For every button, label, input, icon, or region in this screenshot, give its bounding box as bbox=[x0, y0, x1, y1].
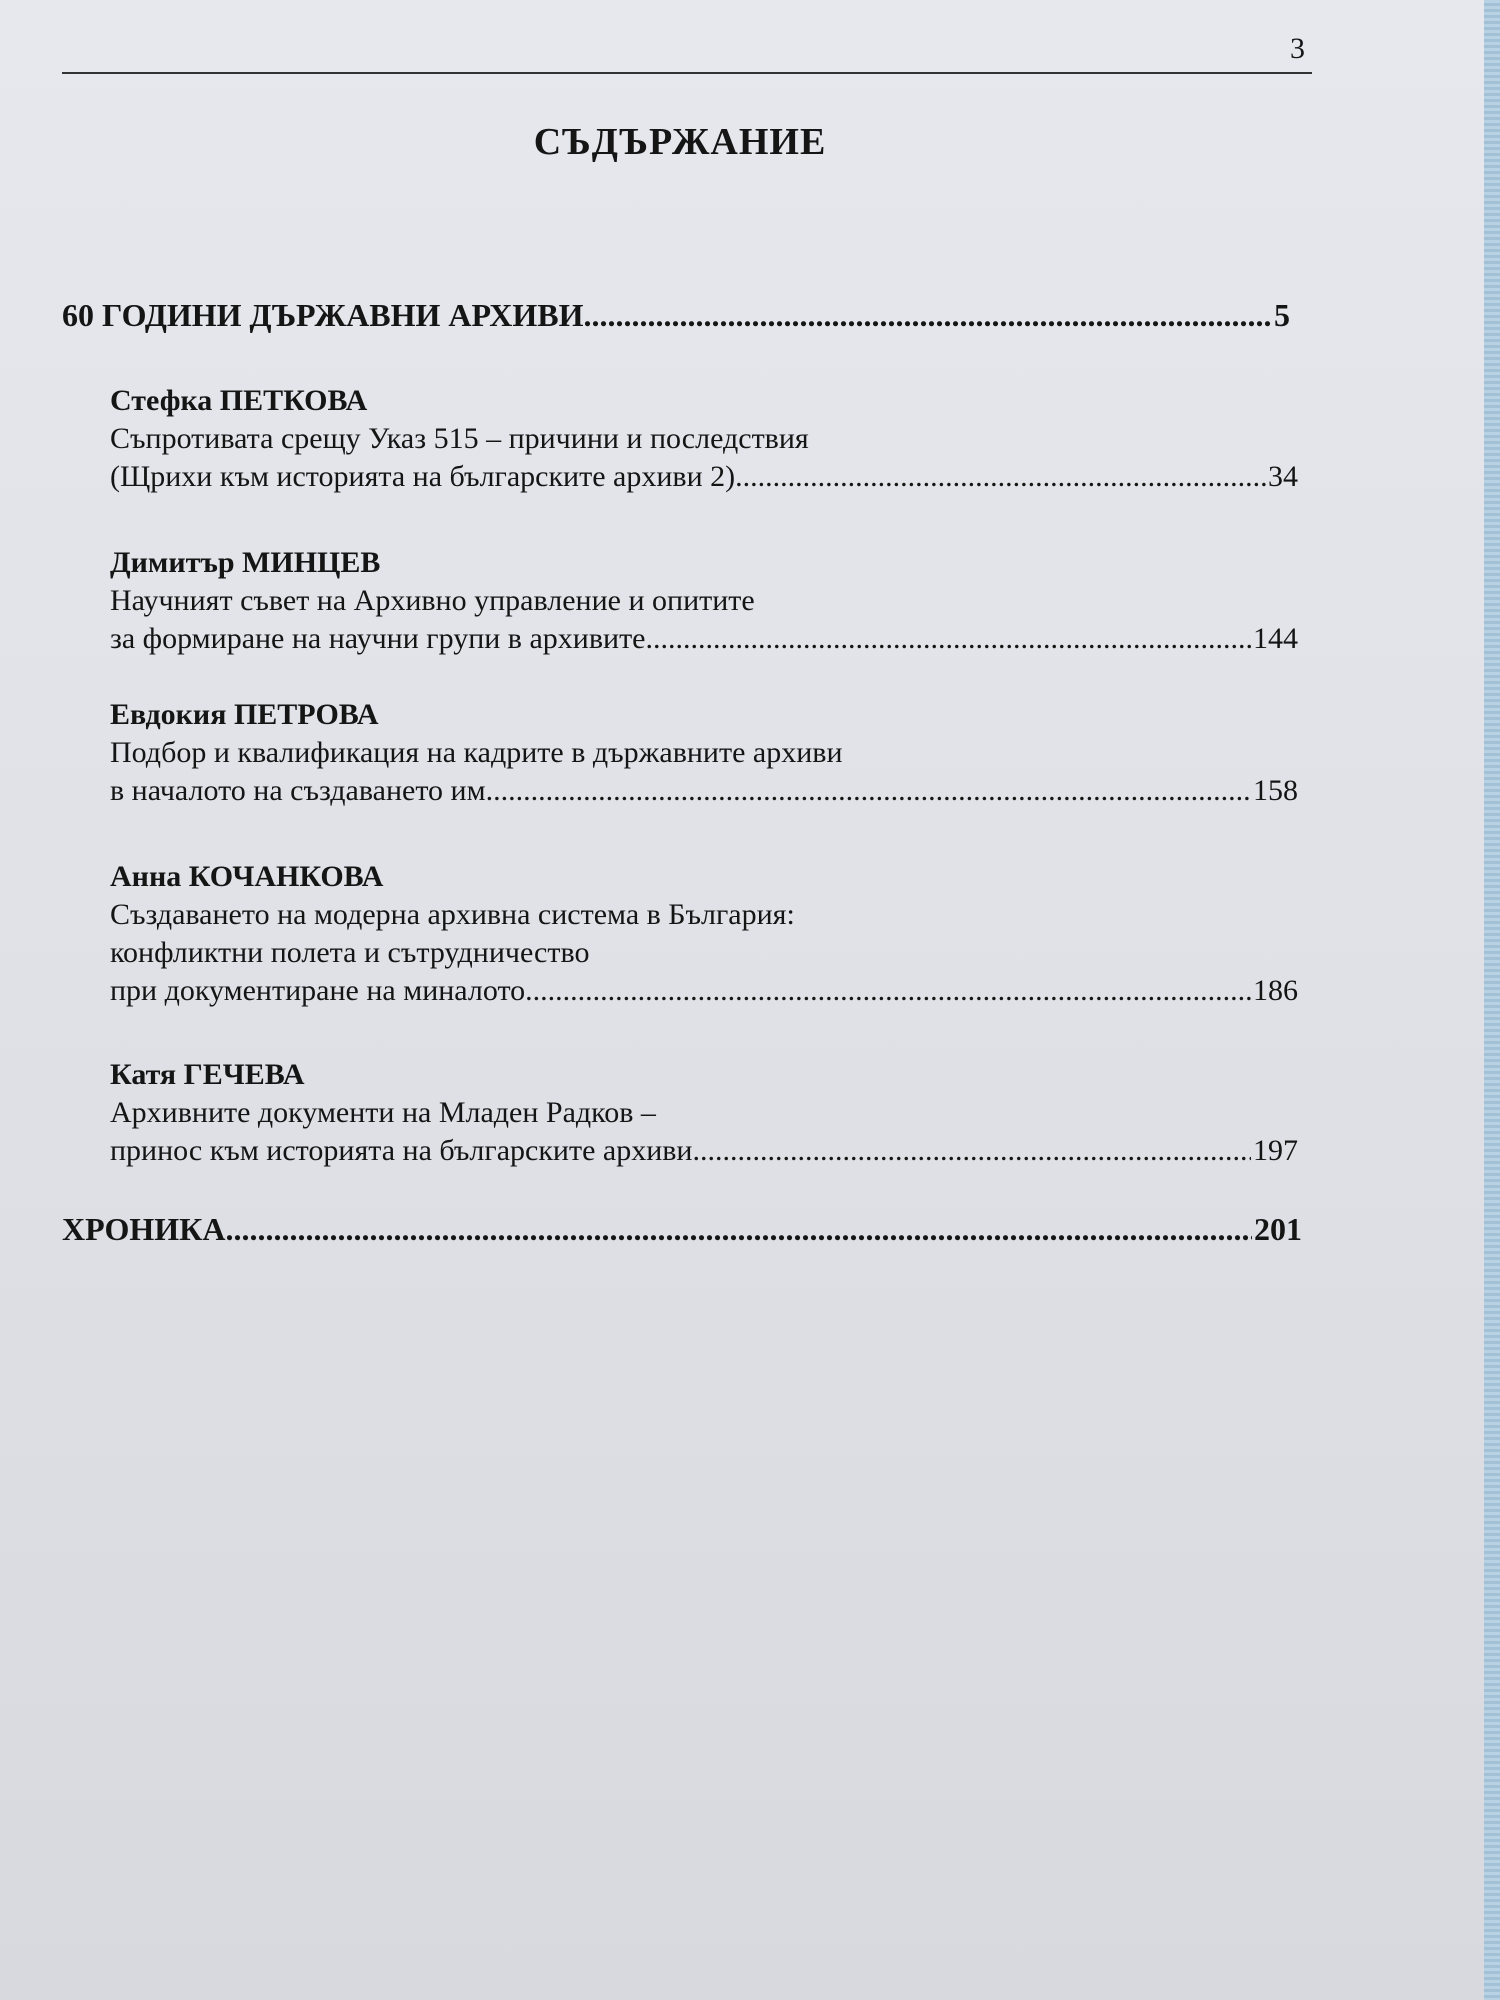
toc-entry bbox=[110, 696, 1298, 810]
entry-author: Димитър МИНЦЕВ bbox=[110, 546, 381, 579]
section-title: 60 ГОДИНИ ДЪРЖАВНИ АРХИВИ bbox=[62, 297, 584, 333]
dot-leader bbox=[225, 1210, 1252, 1248]
dot-leader bbox=[692, 1132, 1251, 1170]
section-page: 201 bbox=[1254, 1211, 1302, 1247]
entry-title-line: Архивните документи на Младен Радков – bbox=[110, 1096, 656, 1129]
toc-entry bbox=[110, 858, 1298, 1010]
page-number: 3 bbox=[1290, 32, 1305, 65]
toc-entry bbox=[110, 382, 1298, 496]
entry-title-last-line: принос към историята на българските архиви bbox=[110, 1134, 693, 1167]
header-rule bbox=[62, 72, 1312, 74]
entry-title-line: Създаването на модерна архивна система в България: bbox=[110, 898, 795, 931]
entry-page: 197 bbox=[1253, 1134, 1298, 1167]
dot-leader bbox=[584, 296, 1272, 334]
entry-title-line: Подбор и квалификация на кадрите в държавните архиви bbox=[110, 736, 843, 769]
entry-title-line: Научният съвет на Архивно управление и опитите bbox=[110, 584, 755, 617]
toc-entry bbox=[110, 544, 1298, 658]
section-title: ХРОНИКА bbox=[62, 1211, 226, 1247]
page-edge bbox=[1484, 0, 1500, 2000]
dot-leader bbox=[486, 772, 1251, 810]
entry-author: Катя ГЕЧЕВА bbox=[110, 1058, 305, 1091]
section-page: 5 bbox=[1274, 297, 1290, 333]
toc-entry bbox=[110, 1056, 1298, 1170]
entry-title-last-line: (Щрихи към историята на българските архиви 2) bbox=[110, 460, 736, 493]
entry-title-line: Съпротивата срещу Указ 515 – причини и последствия bbox=[110, 422, 809, 455]
toc-section bbox=[62, 296, 1290, 334]
entry-title-last-line: при документиране на миналото bbox=[110, 974, 526, 1007]
entry-page: 144 bbox=[1253, 622, 1298, 655]
entry-title-last-line: в началото на създаването им bbox=[110, 774, 486, 807]
entry-title-line: конфликтни полета и сътрудничество bbox=[110, 936, 590, 969]
entry-page: 186 bbox=[1253, 974, 1298, 1007]
dot-leader bbox=[646, 620, 1252, 658]
entry-author: Анна КОЧАНКОВА bbox=[110, 860, 384, 893]
toc-section bbox=[62, 1210, 1302, 1248]
entry-author: Евдокия ПЕТРОВА bbox=[110, 698, 379, 731]
entry-page: 34 bbox=[1268, 460, 1298, 493]
dot-leader bbox=[735, 458, 1266, 496]
toc-title: СЪДЪРЖАНИЕ bbox=[533, 121, 827, 163]
entry-author: Стефка ПЕТКОВА bbox=[110, 384, 368, 417]
entry-title-last-line: за формиране на научни групи в архивите bbox=[110, 622, 646, 655]
dot-leader bbox=[525, 972, 1251, 1010]
entry-page: 158 bbox=[1253, 774, 1298, 807]
